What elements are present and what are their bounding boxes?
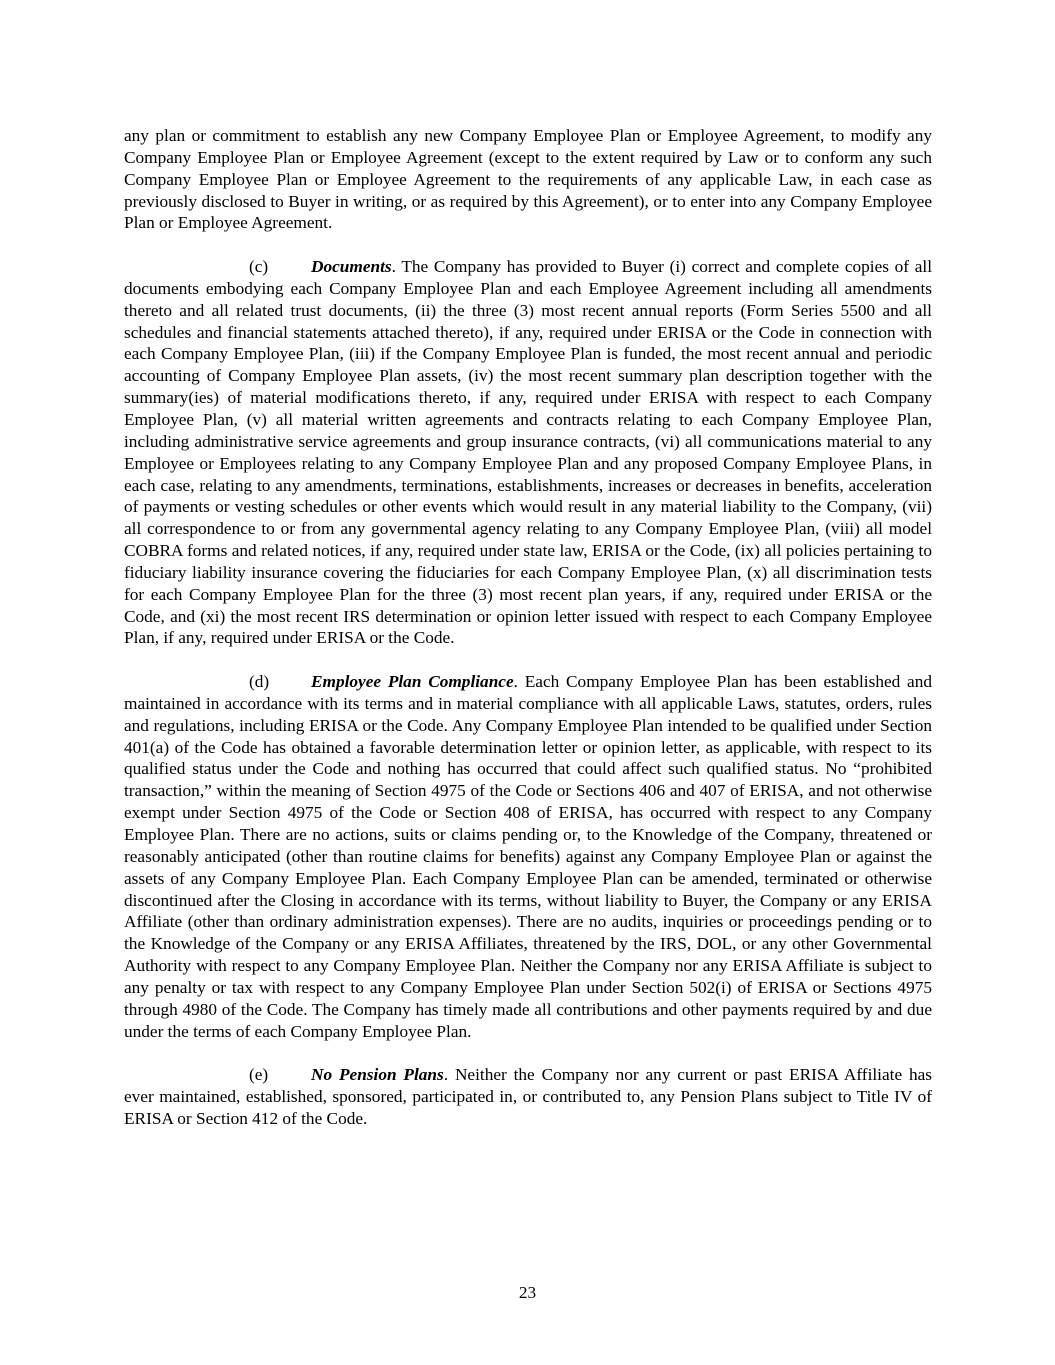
section-c-heading: Documents: [311, 257, 392, 277]
continuation-paragraph: any plan or commitment to establish any new Company Employee Plan or Employee Agreement, to modify any Company Employee Plan or Employee Agreement (except to the extent required by Law or to conform any such Company Employee Plan or Employee Agreement to the requirements of any applicable Law, in each case as previously disclosed to Buyer in writing, or as required by this Agreement), or to enter into any Company Employee Plan or Employee Agreement.: [124, 126, 932, 233]
section-c-label: (c): [249, 257, 269, 277]
section-c-paragraph: [124, 256, 932, 649]
section-d-text: . Each Company Employee Plan has been established and maintained in accordance with its terms and in material compliance with all applicable Laws, statutes, orders, rules and regulations, including ERISA or the Code. Any Company Employee Plan intended to be qualified under Section 401(a) of the Code has obtained a favorable determination letter or opinion letter, as applicable, with respect to its qualified status under the Code and nothing has occurred that could affect such qualified status. No “prohibited transaction,” within the meaning of Section 4975 of the Code or Sections 406 and 407 of ERISA, and not otherwise exempt under Section 4975 of the Code or Section 408 of ERISA, has occurred with respect to any Company Employee Plan. There are no actions, suits or claims pending or, to the Knowledge of the Company, threatened or reasonably anticipated (other than routine claims for benefits) against any Company Employee Plan or against the assets of any Company Employee Plan. Each Company Employee Plan can be amended, terminated or otherwise discontinued after the Closing in accordance with its terms, without liability to Buyer, the Company or any ERISA Affiliate (other than ordinary administration expenses). There are no audits, inquiries or proceedings pending or to the Knowledge of the Company or any ERISA Affiliates, threatened by the IRS, DOL, or any other Governmental Authority with respect to any Company Employee Plan. Neither the Company nor any ERISA Affiliate is subject to any penalty or tax with respect to any Company Employee Plan under Section 502(i) of ERISA or Sections 4975 through 4980 of the Code. The Company has timely made all contributions and other payments required by and due under the terms of each Company Employee Plan.: [124, 672, 932, 1041]
section-e-label: (e): [249, 1065, 269, 1085]
section-e-heading: No Pension Plans: [311, 1065, 444, 1085]
section-e-paragraph: [124, 1064, 932, 1130]
section-d-label: (d): [249, 672, 270, 692]
section-e-text: . Neither the Company nor any current or past ERISA Affiliate has ever maintained, established, sponsored, participated in, or contributed to, any Pension Plans subject to Title IV of ERISA or Section 412 of the Code.: [124, 1065, 932, 1128]
section-d-heading: Employee Plan Compliance: [311, 672, 514, 692]
page-number: 23: [518, 1283, 537, 1302]
section-c-text: . The Company has provided to Buyer (i) correct and complete copies of all documents embodying each Company Employee Plan and each Employee Agreement including all amendments thereto and all related trust documents, (ii) the three (3) most recent annual reports (Form Series 5500 and all schedules and financial statements attached thereto), if any, required under ERISA or the Code in connection with each Company Employee Plan, (iii) if the Company Employee Plan is funded, the most recent annual and periodic accounting of Company Employee Plan assets, (iv) the most recent summary plan description together with the summary(ies) of material modifications thereto, if any, required under ERISA with respect to each Company Employee Plan, (v) all material written agreements and contracts relating to each Company Employee Plan, including administrative service agreements and group insurance contracts, (vi) all communications material to any Employee or Employees relating to any Company Employee Plan and any proposed Company Employee Plans, in each case, relating to any amendments, terminations, establishments, increases or decreases in benefits, acceleration of payments or vesting schedules or other events which would result in any material liability to the Company, (vii) all correspondence to or from any governmental agency relating to any Company Employee Plan, (viii) all model COBRA forms and related notices, if any, required under state law, ERISA or the Code, (ix) all policies pertaining to fiduciary liability insurance covering the fiduciaries for each Company Employee Plan, (x) all discrimination tests for each Company Employee Plan for the three (3) most recent plan years, if any, required under ERISA or the Code, and (xi) the most recent IRS determination or opinion letter issued with respect to each Company Employee Plan, if any, required under ERISA or the Code.: [124, 257, 932, 648]
section-d-paragraph: [124, 671, 932, 1042]
document-body: [124, 125, 932, 1130]
